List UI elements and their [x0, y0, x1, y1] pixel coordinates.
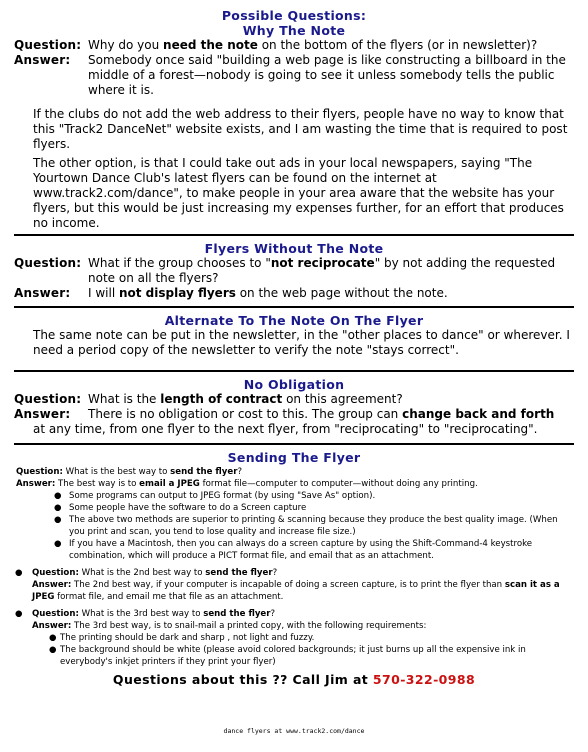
question-text-bold: send the flyer — [203, 609, 271, 619]
answer-text-post: on the web page without the note. — [235, 286, 448, 300]
answer-text-bold: not display flyers — [118, 286, 236, 300]
question-label: Question: — [32, 568, 79, 578]
answer-row — [0, 53, 588, 98]
question-label: Question: — [16, 467, 63, 477]
answer-label: Answer: — [16, 479, 56, 489]
bullet-text: If you have a Macintosh, then you can always do a screen capture by using the Shift-Command-4 keystroke combination, which will produce a PICT format file, and email that as an attachment. — [69, 539, 533, 561]
bullet-item — [54, 502, 574, 514]
answer-text-pre: I will — [88, 286, 119, 300]
answer-text: Somebody once said "building a web page is like constructing a billboard in the middle of a forest—nobody is going to see it unless somebody tells the public where it is. — [88, 53, 566, 97]
small-question-3 — [15, 608, 578, 620]
answer-text: The 3rd best way, is to snail-mail a printed copy, with the following requirements: — [71, 621, 427, 631]
question-text-post: ? — [237, 467, 243, 477]
bullet-item — [54, 514, 574, 538]
question-text — [88, 38, 578, 53]
contact-line — [0, 672, 588, 688]
answer-text-bold: email a JPEG — [139, 479, 200, 489]
answer-label: Answer: — [32, 621, 72, 631]
question-text-pre: What is the 3rd best way to — [78, 609, 204, 619]
question-row — [0, 392, 588, 407]
bullet-icon: ● — [15, 568, 23, 578]
bullet-icon: ● — [54, 503, 62, 513]
question-row — [0, 256, 588, 286]
paragraph-clubs: If the clubs do not add the web address to their flyers, people have no way to know that this "Track2 DanceNet" website exists, and I am wasting the time that is required to post flyers. — [33, 107, 568, 151]
heading-flyers-without-note: Flyers Without The Note — [204, 241, 384, 256]
answer-label: Answer: — [14, 286, 71, 300]
divider — [14, 370, 574, 372]
answer-row — [0, 407, 588, 422]
answer-continuation: at any time, from one flyer to the next flyer, from "reciprocating" to "reciprocating". — [33, 422, 538, 436]
heading-alternate: Alternate To The Note On The Flyer — [164, 313, 424, 328]
paragraph-other-option: The other option, is that I could take out ads in your local newspapers, saying "The Yourtown Dance Club's latest flyers can be found on the internet at www.track2.com/dance", to make people in your area aware that the website has your flyers, but this would be just increasing my expenses further, for an effort that produces no income. — [33, 156, 564, 230]
footer-text: dance flyers at www.track2.com/dance — [223, 727, 365, 735]
paragraph-alternate: The same note can be put in the newsletter, in the "other places to dance" or wherever. I need a period copy of the newsletter to verify the note "stays correct". — [33, 328, 570, 357]
divider — [14, 443, 574, 445]
bullet-item — [49, 644, 574, 668]
phone-number: 570-322-0988 — [372, 672, 476, 687]
question-text-bold: not reciprocate — [270, 256, 375, 270]
answer-text-pre: There is no obligation or cost to this. The group can — [88, 407, 403, 421]
question-text-bold: need the note — [163, 38, 258, 52]
contact-text: Questions about this ?? Call Jim at — [112, 672, 373, 687]
answer-text-pre: The best way is to — [55, 479, 140, 489]
answer-text-post: format file, and email me that file as an attachment. — [54, 592, 284, 602]
question-text-post: ? — [272, 568, 278, 578]
answer-text — [88, 407, 582, 422]
section-flyers-without-note — [0, 241, 588, 301]
question-text-pre: What is the — [88, 392, 161, 406]
answer-text-bold: change back and forth — [402, 407, 555, 421]
question-text-bold: send the flyer — [170, 467, 238, 477]
bullet-icon: ● — [49, 633, 57, 643]
answer-label: Answer: — [32, 580, 72, 590]
question-text-pre: What is the 2nd best way to — [78, 568, 206, 578]
divider — [14, 306, 574, 308]
bullet-icon: ● — [54, 515, 62, 525]
answer-label: Answer: — [14, 407, 71, 421]
bullet-text: The above two methods are superior to printing & scanning because they produce the best quality image. (When you print and scan, you tend to lose quality and increase file size.) — [69, 515, 558, 537]
bullet-item — [54, 538, 574, 562]
question-text-post: on this agreement? — [282, 392, 403, 406]
answer-label: Answer: — [14, 53, 71, 67]
question-text-pre: What if the group chooses to " — [88, 256, 271, 270]
question-label: Question: — [14, 38, 82, 52]
bullet-text: The background should be white (please avoid colored backgrounds; it just burns up all the expensive ink in everybody's inkjet printers if they print your flyer) — [60, 645, 526, 667]
bullet-text: The printing should be dark and sharp , not light and fuzzy. — [60, 633, 315, 643]
bullet-icon: ● — [49, 645, 57, 655]
divider — [14, 234, 574, 236]
question-text-bold: send the flyer — [205, 568, 273, 578]
small-answer-2 — [32, 579, 576, 603]
question-text-bold: length of contract — [160, 392, 283, 406]
question-label: Question: — [32, 609, 79, 619]
answer-row — [0, 286, 588, 301]
question-text-pre: Why do you — [88, 38, 164, 52]
heading-why-the-note: Why The Note — [242, 23, 346, 38]
small-answer-3 — [32, 620, 578, 632]
question-text-post: " by not adding the requested note on all the flyers? — [88, 256, 556, 285]
bullet-icon: ● — [15, 609, 23, 619]
section-sending-flyer — [0, 450, 588, 668]
question-row — [0, 38, 588, 53]
question-label: Question: — [14, 392, 82, 406]
answer-text-pre: The 2nd best way, if your computer is incapable of doing a screen capture, is to print the flyer than — [71, 580, 505, 590]
bullet-text: Some programs can output to JPEG format (by using "Save As" option). — [69, 491, 376, 501]
bullet-text: Some people have the software to do a Screen capture — [69, 503, 307, 513]
bullet-icon: ● — [54, 539, 62, 549]
question-label: Question: — [14, 256, 82, 270]
section-alternate — [0, 313, 588, 358]
question-text — [88, 392, 578, 407]
question-text-pre: What is the best way to — [62, 467, 171, 477]
question-text-post: ? — [270, 609, 276, 619]
section-no-obligation — [0, 377, 588, 437]
bullet-item — [54, 490, 574, 502]
question-text — [88, 256, 578, 286]
bullet-item — [49, 632, 574, 644]
heading-possible-questions: Possible Questions: — [221, 8, 367, 23]
small-question-2 — [15, 567, 578, 579]
section-why-the-note — [0, 8, 588, 231]
answer-text — [88, 286, 578, 301]
bullet-icon: ● — [54, 491, 62, 501]
small-question-1 — [16, 466, 578, 478]
question-text-post: on the bottom of the flyers (or in newsletter)? — [257, 38, 538, 52]
answer-text-bold: scan it as a JPEG — [32, 580, 560, 602]
heading-sending-flyer: Sending The Flyer — [227, 450, 361, 465]
heading-no-obligation: No Obligation — [243, 377, 345, 392]
small-answer-1 — [16, 478, 578, 490]
answer-text-post: format file—computer to computer—without doing any printing. — [199, 479, 478, 489]
